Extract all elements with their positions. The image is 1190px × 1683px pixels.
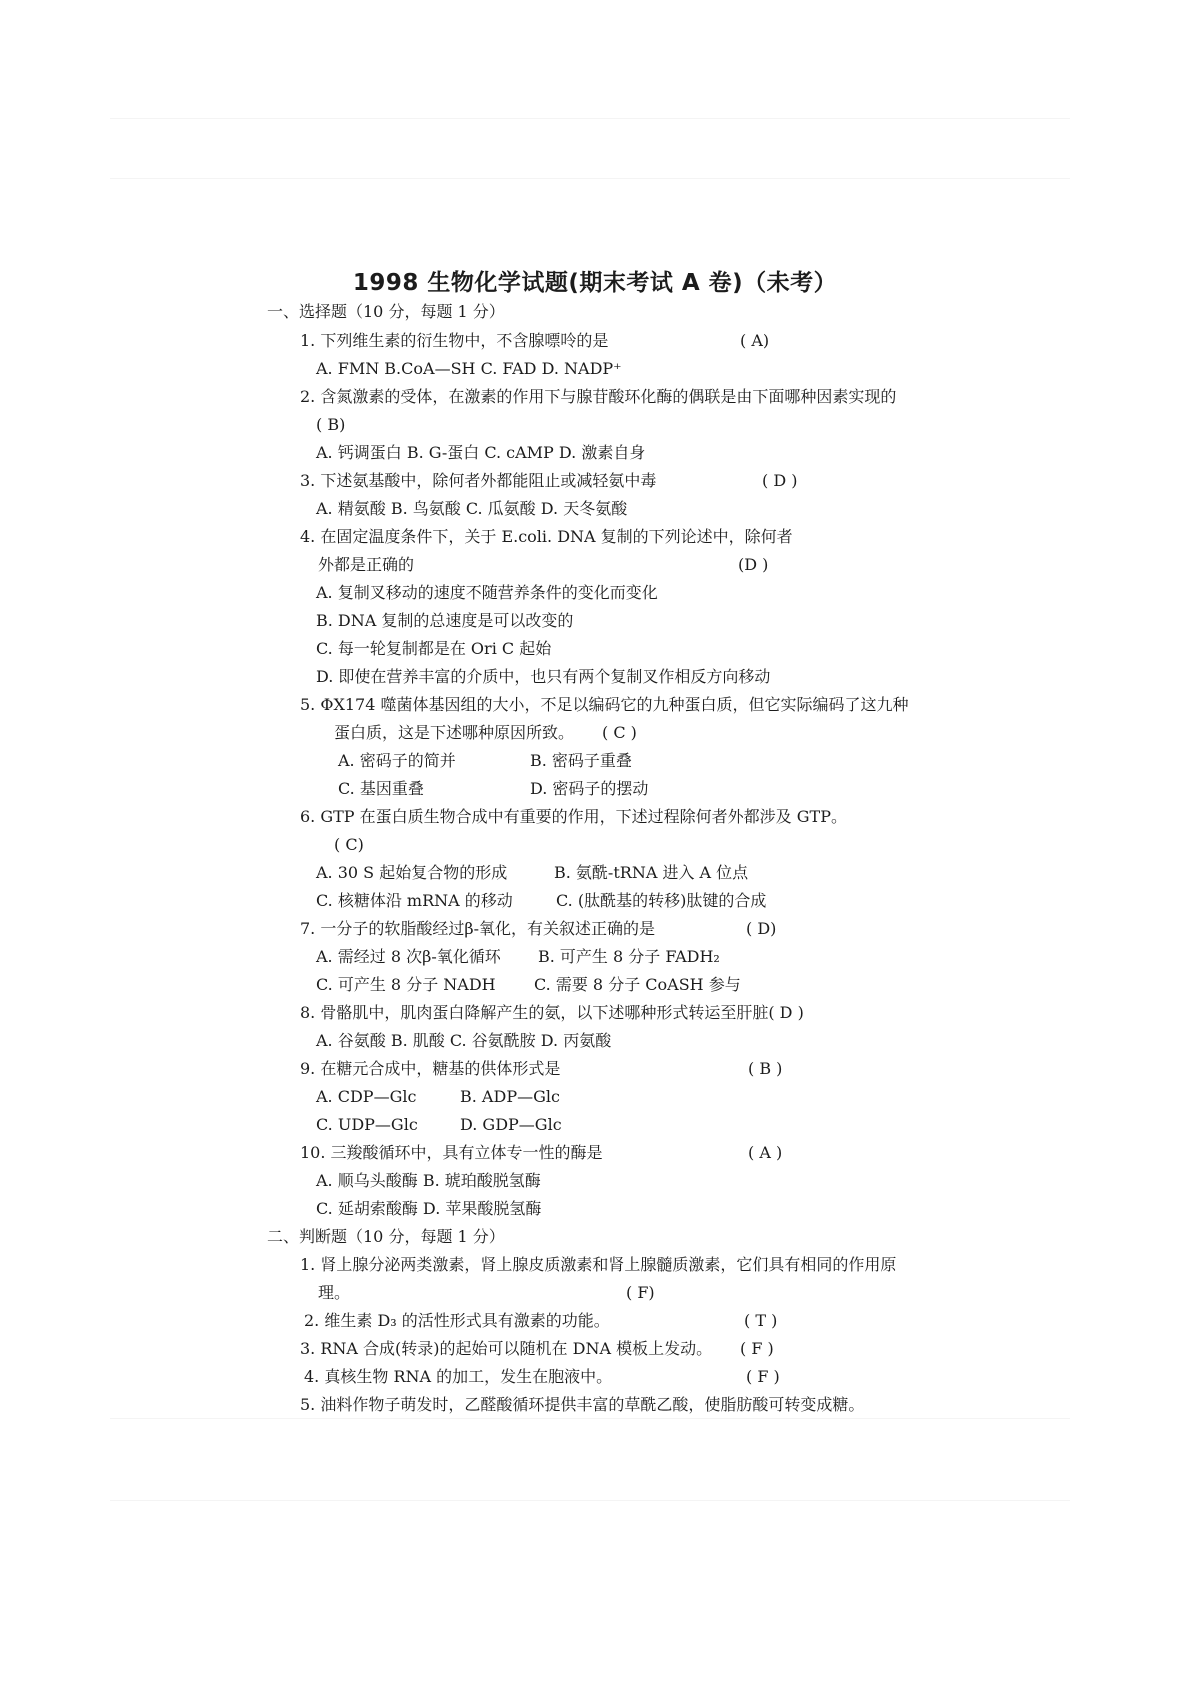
q9-option-d: D. GDP—Glc — [460, 1115, 562, 1134]
q5-option-d: D. 密码子的摆动 — [530, 779, 649, 798]
t2-answer: ( T ) — [744, 1311, 778, 1330]
q6-option-c: C. 核糖体沿 mRNA 的移动 — [316, 891, 513, 910]
q9-option-b: B. ADP—Glc — [460, 1087, 560, 1106]
t3-answer: ( F ) — [740, 1339, 774, 1358]
q7-option-a: A. 需经过 8 次β-氧化循环 — [316, 947, 501, 966]
q4-option-a: A. 复制叉移动的速度不随营养条件的变化而变化 — [316, 583, 658, 602]
q7-option-c: C. 可产生 8 分子 NADH — [316, 975, 496, 994]
t4-answer: ( F ) — [746, 1367, 780, 1386]
q10-answer: ( A ) — [748, 1143, 783, 1162]
q9-option-c: C. UDP—Glc — [316, 1115, 418, 1134]
q3-stem: 3. 下述氨基酸中，除何者外都能阻止或减轻氨中毒 — [300, 471, 657, 490]
section-judge-heading: 二、判断题（10 分，每题 1 分） — [267, 1227, 505, 1246]
q5-stem: 5. ΦX174 噬菌体基因组的大小，不足以编码它的九种蛋白质，但它实际编码了这九种 — [300, 695, 909, 714]
q9-stem: 9. 在糖元合成中，糖基的供体形式是 — [300, 1059, 561, 1078]
q7-option-b: B. 可产生 8 分子 FADH₂ — [538, 947, 720, 966]
q7-answer: ( D) — [746, 919, 777, 938]
q10-options-1: A. 顺乌头酸酶 B. 琥珀酸脱氢酶 — [316, 1171, 541, 1190]
q1-answer: ( A) — [740, 331, 770, 350]
q6-answer: ( C) — [334, 835, 364, 854]
q1-options: A. FMN B.CoA—SH C. FAD D. NADP⁺ — [316, 359, 622, 378]
t4-stem: 4. 真核生物 RNA 的加工，发生在胞液中。 — [304, 1367, 613, 1386]
q8-options: A. 谷氨酸 B. 肌酸 C. 谷氨酰胺 D. 丙氨酸 — [316, 1031, 612, 1050]
t1-stem: 1. 肾上腺分泌两类激素，肾上腺皮质激素和肾上腺髓质激素，它们具有相同的作用原 — [300, 1255, 897, 1274]
q5-option-a: A. 密码子的简并 — [338, 751, 456, 770]
scan-line — [110, 1418, 1070, 1419]
q6-option-a: A. 30 S 起始复合物的形成 — [316, 863, 508, 882]
t5-stem: 5. 油料作物子萌发时，乙醛酸循环提供丰富的草酰乙酸，使脂肪酸可转变成糖。 — [300, 1395, 865, 1414]
q8-stem: 8. 骨骼肌中，肌肉蛋白降解产生的氨，以下述哪种形式转运至肝脏( D ) — [300, 1003, 804, 1022]
t1-answer: ( F) — [626, 1283, 655, 1302]
t1-stem-cont: 理。 — [318, 1283, 351, 1302]
q4-option-d: D. 即使在营养丰富的介质中，也只有两个复制叉作相反方向移动 — [316, 667, 771, 686]
q7-option-d: C. 需要 8 分子 CoASH 参与 — [534, 975, 741, 994]
q6-option-d: C. (肽酰基的转移)肽键的合成 — [556, 891, 767, 910]
t3-stem: 3. RNA 合成(转录)的起始可以随机在 DNA 模板上发动。 — [300, 1339, 713, 1358]
q4-answer: (D ) — [738, 555, 769, 574]
q6-stem: 6. GTP 在蛋白质生物合成中有重要的作用，下述过程除何者外都涉及 GTP。 — [300, 807, 847, 826]
q4-option-b: B. DNA 复制的总速度是可以改变的 — [316, 611, 574, 630]
q2-options: A. 钙调蛋白 B. G-蛋白 C. cAMP D. 激素自身 — [316, 443, 646, 462]
q6-option-b: B. 氨酰-tRNA 进入 A 位点 — [554, 863, 749, 882]
q1-stem: 1. 下列维生素的衍生物中，不含腺嘌呤的是 — [300, 331, 609, 350]
q2-stem: 2. 含氮激素的受体，在激素的作用下与腺苷酸环化酶的偶联是由下面哪种因素实现的 — [300, 387, 897, 406]
q10-options-2: C. 延胡索酸酶 D. 苹果酸脱氢酶 — [316, 1199, 542, 1218]
q3-options: A. 精氨酸 B. 鸟氨酸 C. 瓜氨酸 D. 天冬氨酸 — [316, 499, 628, 518]
q5-stem-cont: 蛋白质，这是下述哪种原因所致。 — [334, 723, 575, 742]
q5-option-c: C. 基因重叠 — [338, 779, 424, 798]
q9-answer: ( B ) — [748, 1059, 783, 1078]
q10-stem: 10. 三羧酸循环中，具有立体专一性的酶是 — [300, 1143, 603, 1162]
t2-stem: 2. 维生素 D₃ 的活性形式具有激素的功能。 — [304, 1311, 610, 1330]
q4-stem: 4. 在固定温度条件下，关于 E.coli. DNA 复制的下列论述中，除何者 — [300, 527, 793, 546]
scan-line — [110, 178, 1070, 179]
section-choice-heading: 一、选择题（10 分，每题 1 分） — [267, 302, 505, 321]
page-title: 1998 生物化学试题(期末考试 A 卷)（未考） — [352, 270, 838, 296]
q4-option-c: C. 每一轮复制都是在 Ori C 起始 — [316, 639, 552, 658]
q7-stem: 7. 一分子的软脂酸经过β-氧化，有关叙述正确的是 — [300, 919, 656, 938]
q5-option-b: B. 密码子重叠 — [530, 751, 632, 770]
scan-line — [110, 1500, 1070, 1501]
q4-stem-cont: 外都是正确的 — [318, 555, 415, 574]
q3-answer: ( D ) — [762, 471, 798, 490]
q2-answer: ( B) — [316, 415, 346, 434]
q9-option-a: A. CDP—Glc — [316, 1087, 417, 1106]
q5-answer: ( C ) — [602, 723, 637, 742]
scan-line — [110, 118, 1070, 119]
